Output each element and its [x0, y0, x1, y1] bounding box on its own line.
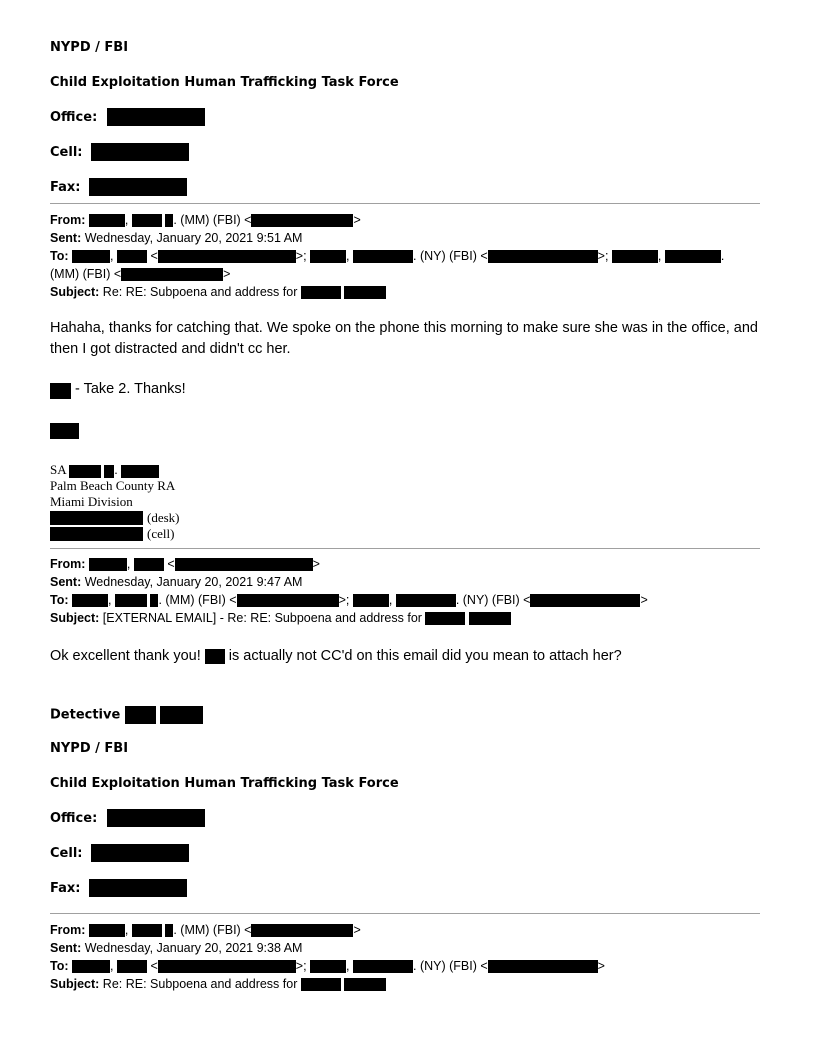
sa-signature-name: SA .	[50, 462, 159, 478]
redaction-block	[89, 924, 125, 937]
email2-subject: Subject: [EXTERNAL EMAIL] - Re: RE: Subpoena and address for	[50, 611, 511, 625]
redaction-block	[72, 250, 110, 263]
redaction-block	[107, 809, 205, 827]
redaction-block	[353, 594, 389, 607]
redaction-block	[251, 924, 353, 937]
email1-body-line1: Hahaha, thanks for catching that. We spoke on the phone this morning to make sure she was in the office, and	[50, 320, 758, 336]
redaction-block	[125, 706, 156, 724]
redaction-block	[310, 960, 346, 973]
sa-signature-desk: (desk)	[147, 510, 180, 525]
email1-sent: Sent: Wednesday, January 20, 2021 9:51 AM	[50, 231, 303, 245]
fax-label: Fax:	[50, 881, 81, 896]
redaction-block	[353, 250, 413, 263]
redaction-block	[91, 143, 189, 161]
redaction-block	[50, 527, 143, 541]
redaction-block	[612, 250, 658, 263]
redaction-block	[89, 178, 187, 196]
redaction-block	[89, 558, 127, 571]
redaction-block	[89, 214, 125, 227]
email1-to-continued: (MM) (FBI) < >	[50, 267, 231, 281]
redaction-block	[396, 594, 456, 607]
redaction-block	[107, 108, 205, 126]
redaction-block	[72, 594, 108, 607]
email2-from: From: , < >	[50, 557, 320, 571]
redaction-block	[115, 594, 147, 607]
separator-line	[50, 548, 760, 549]
email1-to: To: , < >; , . (NY) (FBI) < >; , .	[50, 249, 725, 263]
redaction-block	[469, 612, 511, 625]
redaction-block	[132, 924, 162, 937]
redaction-block	[50, 511, 143, 525]
redaction-block	[175, 558, 313, 571]
email2-body: Ok excellent thank you! is actually not CC'd on this email did you mean to attach her?	[50, 648, 622, 664]
redaction-block	[310, 250, 346, 263]
email1-take2: - Take 2. Thanks!	[75, 381, 186, 397]
email3-subject: Subject: Re: RE: Subpoena and address for	[50, 977, 386, 991]
separator-line	[50, 203, 760, 204]
email1-body-line2: then I got distracted and didn't cc her.	[50, 341, 291, 357]
signature-task-force: Child Exploitation Human Trafficking Task Force	[50, 776, 399, 791]
email3-from: From: , . (MM) (FBI) < >	[50, 923, 361, 937]
email3-sent: Sent: Wednesday, January 20, 2021 9:38 AM	[50, 941, 303, 955]
redaction-block	[121, 268, 223, 281]
redaction-block	[530, 594, 640, 607]
redaction-block	[205, 649, 225, 664]
redaction-block	[344, 978, 386, 991]
redaction-block	[251, 214, 353, 227]
redaction-block	[488, 250, 598, 263]
redaction-block	[117, 250, 147, 263]
redaction-block	[160, 706, 203, 724]
email2-to: To: , . (MM) (FBI) < >; , . (NY) (FBI) < >	[50, 593, 648, 607]
sa-signature-ra: Palm Beach County RA	[50, 478, 176, 493]
redaction-block	[488, 960, 598, 973]
redaction-block	[134, 558, 164, 571]
redaction-block	[665, 250, 721, 263]
sa-signature-cell: (cell)	[147, 526, 175, 541]
redaction-block	[158, 960, 296, 973]
detective-signature: Detective	[50, 706, 203, 724]
cell-label: Cell:	[50, 145, 83, 160]
sa-signature-division: Miami Division	[50, 494, 133, 509]
cell-label: Cell:	[50, 846, 83, 861]
email1-subject: Subject: Re: RE: Subpoena and address for	[50, 285, 386, 299]
email3-to: To: , < >; , . (NY) (FBI) < >	[50, 959, 605, 973]
email2-sent: Sent: Wednesday, January 20, 2021 9:47 AM	[50, 575, 303, 589]
separator-line	[50, 913, 760, 914]
office-label: Office:	[50, 811, 98, 826]
redaction-block	[50, 423, 79, 439]
redaction-block	[50, 383, 71, 399]
redaction-block	[72, 960, 110, 973]
redaction-block	[117, 960, 147, 973]
redaction-block	[158, 250, 296, 263]
redaction-block	[91, 844, 189, 862]
redaction-block	[353, 960, 413, 973]
redaction-block	[69, 465, 101, 478]
signature-task-force: Child Exploitation Human Trafficking Task Force	[50, 75, 399, 90]
signature-org: NYPD / FBI	[50, 741, 129, 756]
signature-org: NYPD / FBI	[50, 40, 129, 55]
redaction-block	[344, 286, 386, 299]
email1-from: From: , . (MM) (FBI) < >	[50, 213, 361, 227]
redaction-block	[104, 465, 114, 478]
redaction-block	[301, 286, 341, 299]
fax-label: Fax:	[50, 180, 81, 195]
office-label: Office:	[50, 110, 98, 125]
redaction-block	[132, 214, 162, 227]
redaction-block	[425, 612, 465, 625]
redaction-block	[237, 594, 339, 607]
redaction-block	[89, 879, 187, 897]
redaction-block	[121, 465, 159, 478]
redaction-block	[301, 978, 341, 991]
